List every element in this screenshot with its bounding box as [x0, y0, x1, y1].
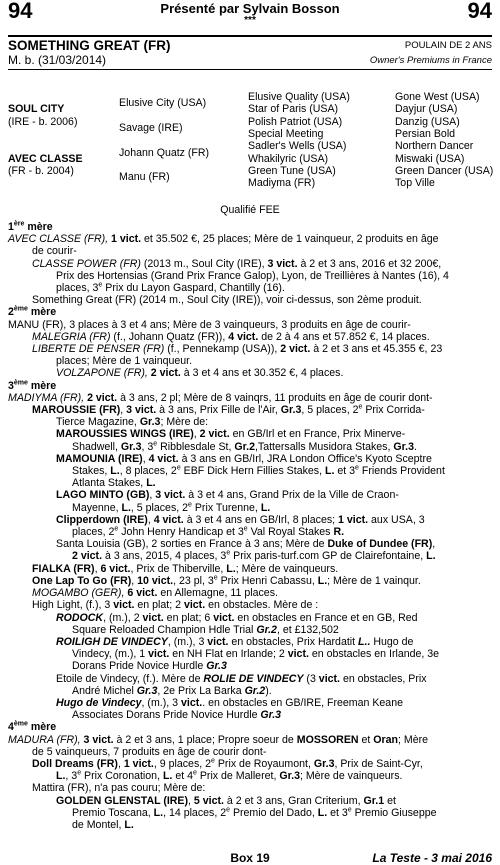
record-line: 2 vict. à 3 ans, 2015, 4 places, 3e Prix paris-turf.com GP de Clairefontaine, L.: [72, 549, 436, 563]
gen3-8: Madiyma (FR): [248, 177, 316, 189]
record-line: de 5 vainqueurs, 7 produits en âge de courir dont-: [32, 745, 267, 758]
record-line: Stakes, L., 8 places, 2e EBF Dick Hern Fillies Stakes, L. et 3e Friends Provident: [72, 464, 445, 478]
record-line: Santa Louisia (GB), 2 sorties en France à 3 ans; Mère de Duke of Dundee (FR),: [56, 538, 436, 551]
record-line: Clipperdown (IRE), 4 vict. à 3 et 4 ans en GB/Irl, 8 places; 1 vict. aux USA, 3: [56, 513, 425, 526]
record-line: AVEC CLASSE (FR), 1 vict. et 35.502 €, 25 places; Mère de 1 vainqueur, 2 produits en âge: [8, 233, 439, 246]
gen3-6: Whakilyric (USA): [248, 153, 329, 165]
record-line: Dorans Pride Novice Hurdle Gr.3: [72, 660, 227, 673]
lot-number-left: 94: [8, 0, 33, 23]
sire-info: (IRE - b. 2006): [8, 116, 78, 128]
gen4-3: Danzig (USA): [395, 116, 460, 128]
record-line: L., 3e Prix Coronation, L. et 4e Prix de Malleret, Gr.3; Mère de vainqueurs.: [56, 769, 403, 783]
sire-sire: Elusive City (USA): [119, 97, 207, 109]
record-line: Tierce Magazine, Gr.3; Mère de:: [56, 416, 209, 429]
presenter-line: Présenté par Sylvain Bosson: [160, 1, 340, 16]
gen3-7: Green Tune (USA): [248, 165, 336, 177]
gen3-3: Polish Patriot (USA): [248, 116, 343, 128]
sire-name: SOUL CITY: [8, 103, 65, 115]
gen4-6: Miswaki (USA): [395, 153, 465, 165]
record-line: RODOCK, (m.), 2 vict. en plat; 6 vict. en obstacles en France et en GB, Red: [56, 611, 418, 624]
gen3-2: Star of Paris (USA): [248, 103, 339, 115]
dam-name: AVEC CLASSE: [8, 153, 83, 165]
sex-age: POULAIN DE 2 ANS: [404, 40, 492, 51]
horse-name: SOMETHING GREAT (FR): [8, 38, 171, 53]
stars: ***: [244, 15, 256, 26]
gen4-5: Northern Dancer: [395, 140, 474, 152]
dam-info: (FR - b. 2004): [8, 165, 74, 177]
section-4eme-mere: 4ème mère: [8, 720, 57, 734]
record-line: GOLDEN GLENSTAL (IRE), 5 vict. à 2 et 3 ans, Gran Criterium, Gr.1 et: [56, 794, 396, 807]
record-line: Mayenne, L., 5 places, 2e Prix Turenne, L.: [72, 501, 271, 514]
record-line: One Lap To Go (FR), 10 vict., 23 pl, 3e Prix Henri Cabassu, L.; Mère de 1 vainqur.: [32, 574, 421, 587]
top-rule: [8, 35, 492, 37]
record-line: LAGO MINTO (GB), 3 vict. à 3 et 4 ans, Grand Prix de la Ville de Craon-: [56, 489, 399, 502]
venue-date: La Teste - 3 mai 2016: [372, 851, 492, 865]
record-line: Square Reloaded Champion Hdle Trial Gr.2, et £132,502: [72, 623, 339, 636]
record-line: Premio Toscana, L., 14 places, 2e Premio del Dado, L. et 3e Premio Giuseppe: [72, 806, 437, 819]
gen4-4: Persian Bold: [395, 128, 456, 140]
record-line: Atlanta Stakes, L.: [72, 477, 156, 490]
gen3-4: Special Meeting: [248, 128, 324, 140]
record-line: High Light, (f.), 3 vict. en plat; 2 vict. en obstacles. Mère de :: [32, 599, 319, 612]
record-line: MOGAMBO (GER), 6 vict. en Allemagne, 11 places.: [32, 587, 278, 600]
gen4-7: Green Dancer (USA): [395, 165, 494, 177]
lot-number-right: 94: [467, 0, 492, 23]
record-line: MADURA (FR), 3 vict. à 2 et 3 ans, 1 place; Propre soeur de MOSSOREN et Oran; Mère: [8, 733, 429, 746]
record-line: places; Mère de 1 vainqueur.: [56, 355, 193, 368]
record-line: LIBERTE DE PENSER (FR) (f., Pennekamp (USA)), 2 vict. à 2 et 3 ans et 45.355 €, 23: [32, 343, 443, 356]
record-line: MAMOUNIA (IRE), 4 vict. à 3 ans en GB/Irl, JRA London Office's Kyoto Sceptre: [56, 452, 432, 465]
gen4-8: Top Ville: [395, 177, 435, 189]
coat-birth: M. b. (31/03/2014): [8, 53, 107, 67]
record-line: Mattira (FR), n'a pas couru; Mère de:: [32, 782, 206, 795]
record-line: Etoile de Vindecy, (f.). Mère de ROLIE DE VINDECY (3 vict. en obstacles, Prix: [56, 672, 427, 685]
record-line: Associates Dorans Pride Novice Hurdle Gr.3: [72, 709, 282, 722]
record-line: places, 3e Prix du Layon Gaspard, Chantilly (16).: [56, 281, 285, 295]
record-line: places, 2e John Henry Handicap et 3e Val Royal Stakes R.: [72, 525, 345, 539]
section-2eme-mere: 2ème mère: [8, 305, 57, 319]
record-line: MAROUSSIE (FR), 3 vict. à 3 ans, Prix Fille de l'Air, Gr.3, 5 places, 2e Prix Corrida-: [32, 403, 425, 417]
record-line: VOLZAPONE (FR), 2 vict. à 3 et 4 ans et 30.352 €, 4 places.: [56, 367, 344, 380]
gen3-5: Sadler's Wells (USA): [248, 140, 347, 152]
gen4-2: Dayjur (USA): [395, 103, 458, 115]
gen3-1: Elusive Quality (USA): [248, 91, 350, 103]
box-number: Box 19: [230, 851, 270, 865]
record-line: MANU (FR), 3 places à 3 et 4 ans; Mère de 3 vainqueurs, 3 produits en âge de courir-: [8, 318, 411, 331]
record-line: Vindecy, (m.), 1 vict. en NH Flat en Irlande; 2 vict. en obstacles en Irlande, 3e: [72, 648, 440, 661]
record-line: Something Great (FR) (2014 m., Soul City (IRE)), voir ci-dessus, son 2ème produit.: [32, 294, 422, 307]
section-3eme-mere: 3ème mère: [8, 379, 57, 392]
record-line: Prix des Hortensias (Grand Prix France Galop), Lyon, de Treillières à Nantes (16), 4: [56, 269, 449, 282]
qualifie-fee: Qualifié FEE: [220, 204, 280, 216]
record-line: de Montel, L.: [72, 818, 134, 831]
record-line: Doll Dreams (FR), 1 vict., 9 places, 2e Prix de Royaumont, Gr.3, Prix de Saint-Cyr,: [32, 757, 423, 770]
record-line: MALEGRIA (FR) (f., Johann Quatz (FR)), 4 vict. de 2 à 4 ans et 57.852 €, 14 places.: [32, 330, 430, 343]
record-line: André Michel Gr.3, 2e Prix La Barka Gr.2).: [72, 684, 272, 697]
record-line: de courir-: [32, 245, 77, 258]
record-line: MADIYMA (FR), 2 vict. à 3 ans, 2 pl; Mère de 8 vainqrs, 11 produits en âge de courir dont-: [8, 391, 433, 404]
record-line: FIALKA (FR), 6 vict., Prix de Thiberville, L.; Mère de vainqueurs.: [32, 562, 339, 575]
record-line: Hugo de Vindecy, (m.), 3 vict.. en obstacles en GB/IRE, Freeman Keane: [56, 696, 403, 709]
record-line: MAROUSSIES WINGS (IRE), 2 vict. en GB/Irl et en France, Prix Minerve-: [56, 428, 406, 441]
record-line: CLASSE POWER (FR) (2013 m., Soul City (IRE), 3 vict. à 2 et 3 ans, 2016 et 32 200€,: [32, 257, 442, 270]
sire-dam: Savage (IRE): [119, 122, 183, 134]
pedigree-rule: [8, 69, 492, 70]
dam-dam: Manu (FR): [119, 171, 170, 183]
premium-note: Owner's Premiums in France: [369, 55, 492, 66]
record-line: Shadwell, Gr.3, 3e Ribblesdale St, Gr.2,Tattersalls Musidora Stakes, Gr.3.: [72, 440, 417, 453]
produce-record: [8, 221, 494, 831]
record-line: ROILIGH DE VINDECY, (m.), 3 vict. en obstacles, Prix Hardatit L.. Hugo de: [56, 635, 414, 648]
section-1ere-mere: 1ère mère: [8, 220, 53, 233]
dam-sire: Johann Quatz (FR): [119, 147, 210, 159]
gen4-1: Gone West (USA): [395, 91, 480, 103]
